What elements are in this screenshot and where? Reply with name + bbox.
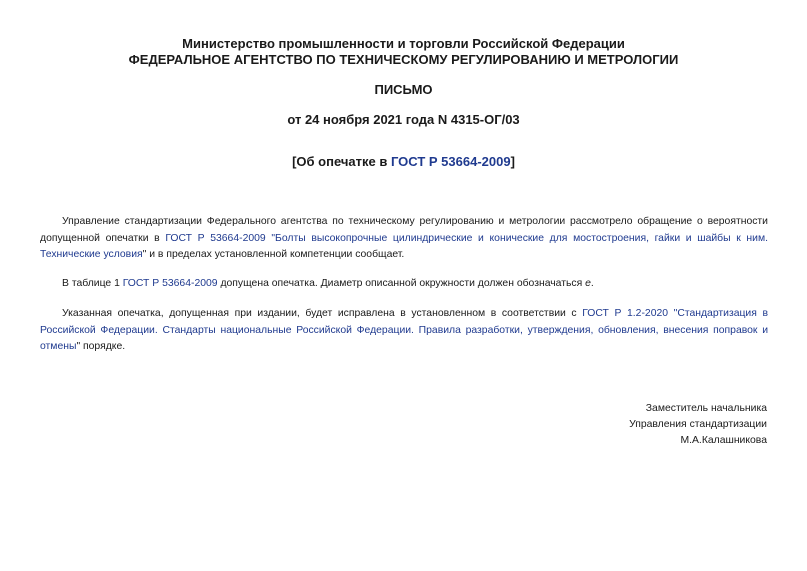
document-subject [0, 154, 807, 170]
paragraph-3-text-2: " порядке. [76, 341, 126, 352]
paragraph-2-text-1: В таблице 1 [62, 278, 123, 289]
signature-department: Управления стандартизации [629, 419, 767, 430]
paragraph-3 [40, 306, 768, 356]
gost-1-2-2020-link[interactable]: ГОСТ Р 1.2-2020 "Стандартизация в Российской Федерации. Стандарты национальные Российской Федерации. Правила разработки, утверждения, обновления, внесения поправок и отмены [40, 308, 768, 352]
paragraph-2-text-3: . [590, 278, 594, 289]
paragraph-1 [40, 214, 768, 264]
paragraph-1-text-1: Управление стандартизации Федерального агентства по техническому регулированию и метрологии рассмотрело обращение о вероятности допущенной опечатки в [40, 216, 768, 244]
subject-gost-link[interactable]: ГОСТ Р 53664-2009 [390, 154, 511, 169]
paragraph-3-text-1: Указанная опечатка, допущенная при издании, будет исправлена в установленном в соответствии с [62, 308, 583, 319]
signature-position: Заместитель начальника [645, 403, 767, 414]
signature-block [547, 401, 767, 449]
gost-53664-link[interactable]: ГОСТ Р 53664-2009 [122, 278, 218, 289]
subject-suffix: ] [510, 154, 515, 169]
ministry-heading: Министерство промышленности и торговли Российской Федерации [182, 36, 625, 51]
diameter-symbol: е [585, 278, 591, 289]
paragraph-2 [40, 276, 768, 293]
gost-53664-title-link[interactable]: ГОСТ Р 53664-2009 "Болты высокопрочные цилиндрические и конические для мостостроения, гайки и шайбы к ним. Технические условия [40, 232, 769, 260]
document-type: ПИСЬМО [374, 82, 433, 97]
agency-heading: ФЕДЕРАЛЬНОЕ АГЕНТСТВО ПО ТЕХНИЧЕСКОМУ РЕГУЛИРОВАНИЮ И МЕТРОЛОГИИ [128, 52, 679, 67]
subject-prefix: [Об опечатке в [292, 154, 391, 169]
paragraph-2-text-2: допущена опечатка. Диаметр описанной окружности должен обозначаться [217, 278, 586, 289]
signature-name: М.А.Калашникова [680, 435, 767, 446]
paragraph-1-text-2: " и в пределах установленной компетенции сообщает. [142, 249, 405, 260]
document-date-number: от 24 ноября 2021 года N 4315-ОГ/03 [287, 112, 520, 127]
